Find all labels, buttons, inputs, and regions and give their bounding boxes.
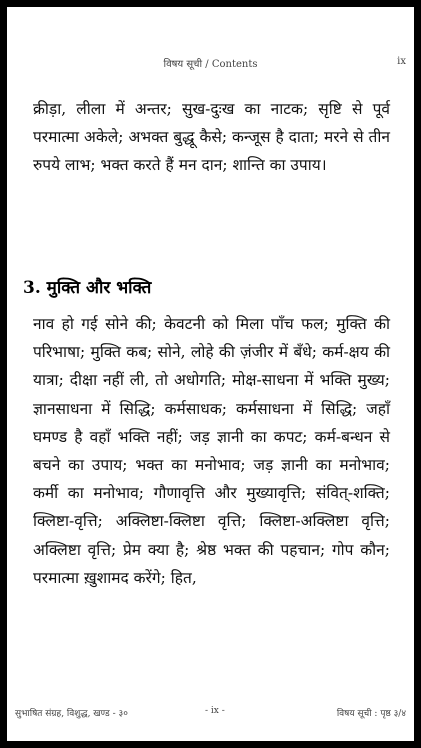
contents-paragraph-1: क्रीड़ा, लीला में अन्तर; सुख-दुःख का नाटक; सृष्टि से पूर्व परमात्मा अकेले; अभक्त बुद्धू कैसे; कन्जूस है दाता; मरने से तीन रुपये लाभ; भक्त करते हैं मन दान; शान्ति का उपाय।: [33, 100, 390, 175]
header-page-number: ix: [397, 56, 406, 67]
contents-paragraph-2: नाव हो गई सोने की; केवटनी को मिला पाँच फल; मुक्ति की परिभाषा; मुक्ति कब; सोने, लोहे की ज़ंजीर में बँधे; कर्म-क्षय की यात्रा; दीक्षा नहीं ली, तो अधोगति; मोक्ष-साधना में भक्ति मुख्य; ज्ञानसाधना में सिद्धि; कर्मसाधक; कर्मसाधना में सिद्धि; जहाँ घमण्ड है वहाँ भक्ति नहीं; जड़ ज्ञानी का कपट; कर्म-बन्धन से बचने का उपाय; भक्त का मनोभाव; जड़ ज्ञानी का मनोभाव; कर्मी का मनोभाव; गौणावृत्ति और मुख्यावृत्ति; संवित्-शक्ति; क्लिष्टा-वृत्ति; अक्लिष्टा-क्लिष्टा वृत्ति; क्लिष्टा-अक्लिष्टा वृत्ति; अक्लिष्टा वृत्ति; प्रेम क्या है; श्रेष्ठ भक्त की पहचान; गोप कौन; परमात्मा ख़ुशामद करेंगे; हित,: [33, 315, 390, 587]
section-heading: 3. मुक्ति और भक्ति: [23, 278, 152, 298]
footer-page-number: - ix -: [205, 706, 225, 716]
running-header: विषय सूची / Contents: [163, 59, 258, 70]
document-page: [7, 7, 414, 741]
footer-section-page: विषय सूची : पृष्ठ ३/४: [336, 709, 406, 719]
footer-book-title: सुभाषित संग्रह, विशुद्ध, खण्ड - ३०: [15, 709, 128, 719]
